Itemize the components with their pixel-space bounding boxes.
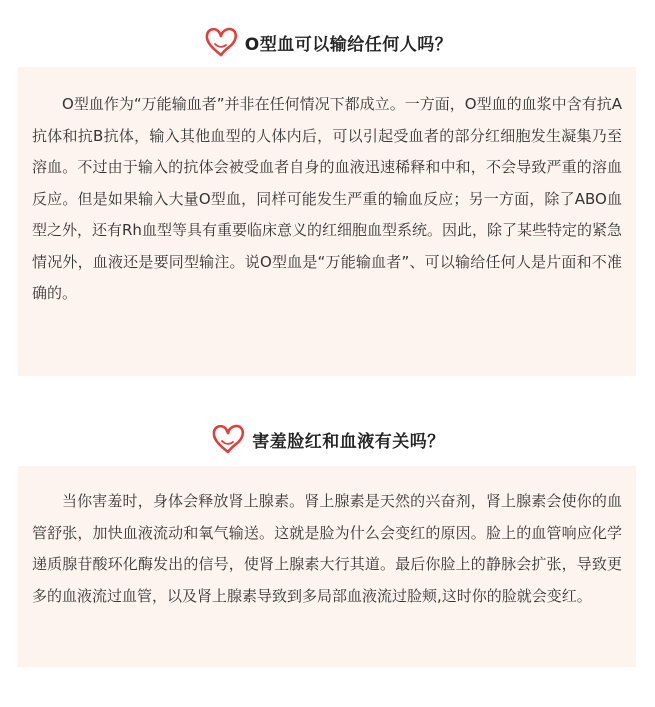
section-title-text: O型血可以输给任何人吗？ [244, 34, 453, 55]
paragraph: 当你害羞时，身体会释放肾上腺素。肾上腺素是天然的兴奋剂，肾上腺素会使你的血管舒张，加快血液流动和氧气输送。这就是脸为什么会变红的原因。脸上的血管响应化学递质腺苷酸环化酶发出的信号，使肾上腺素大行其道。最后你脸上的静脉会扩张，导致更多的血液流过血管，以及肾上腺素导致到多局部血液流过脸颊,这时你的脸就会变红。 [32, 492, 622, 605]
section-heading-1 [203, 24, 452, 60]
section-title-text: 害羞脸红和血液有关吗？ [252, 431, 445, 452]
paragraph: O型血作为“万能输血者”并非在任何情况下都成立。一方面，O型血的血浆中含有抗A抗体和抗B抗体，输入其他血型的人体内后，可以引起受血者的部分红细胞发生凝集乃至溶血。不过由于输入的抗体会被受血者自身的血液迅速稀释和中和，不会导致严重的溶血反应。但是如果输入大量O型血，同样可能发生严重的输血反应；另一方面，除了ABO血型之外，还有Rh血型等具有重要临床意义的红细胞血型系统。因此，除了某些特定的紧急情况外，血液还是要同型输注。说O型血是“万能输血者”、可以输给任何人是片面和不准确的。 [32, 95, 622, 302]
heart-icon [203, 24, 239, 60]
section-title-1 [0, 22, 655, 62]
content-card-2 [18, 466, 636, 667]
section-heading-2 [210, 421, 445, 457]
content-card-1 [18, 67, 636, 376]
section-title-2 [0, 419, 655, 459]
heart-icon [210, 421, 246, 457]
